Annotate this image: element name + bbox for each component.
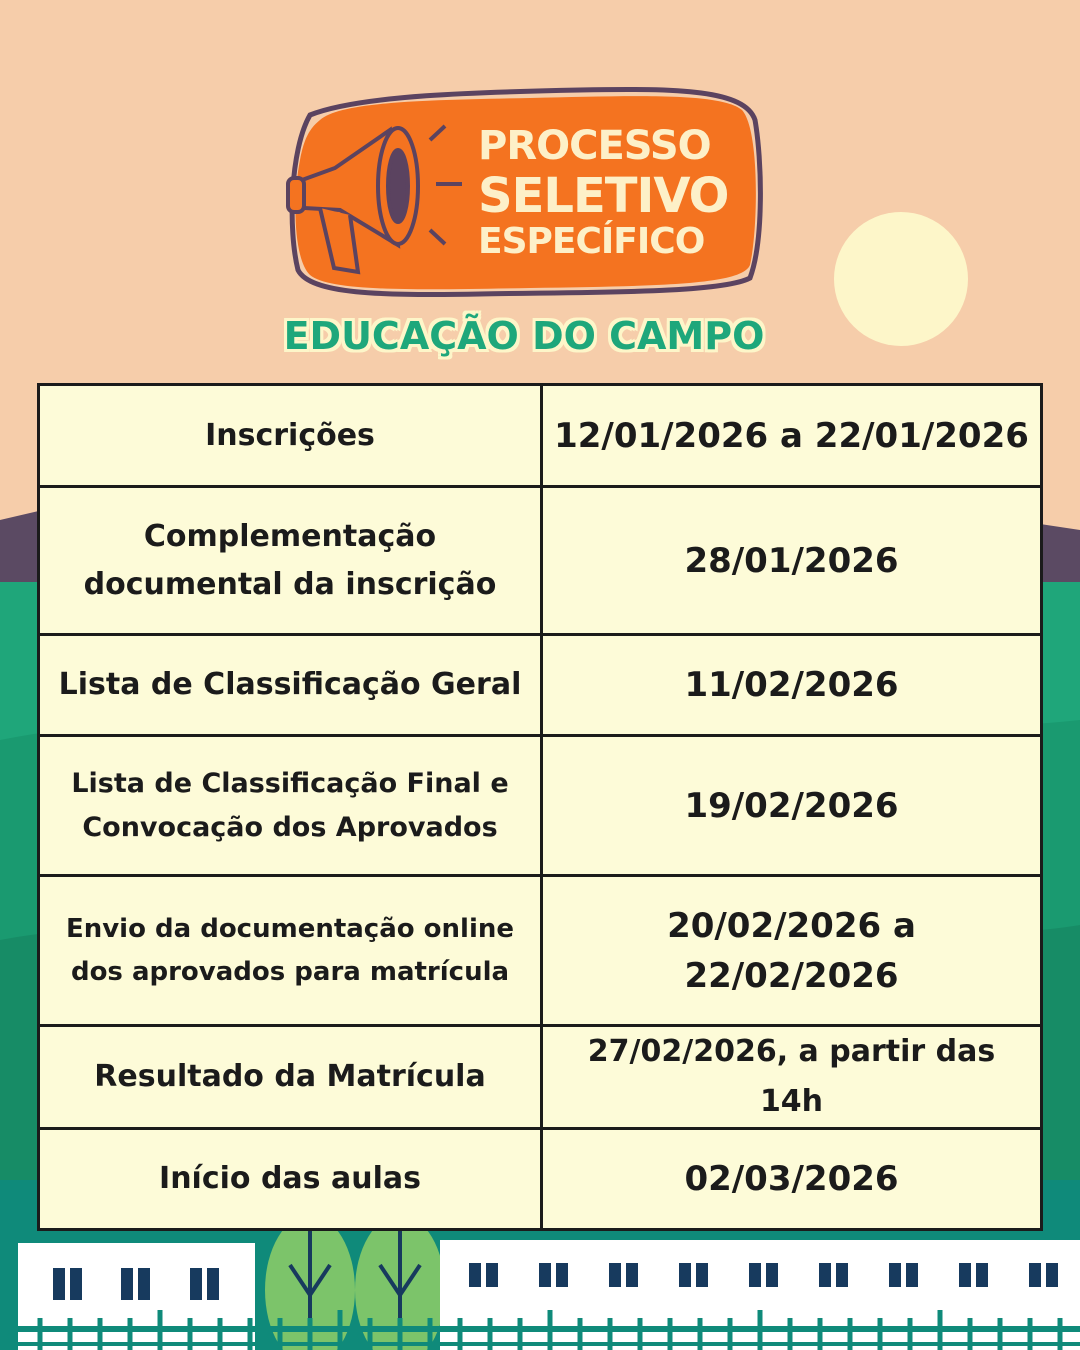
logo-line-especifico: ESPECÍFICO (478, 221, 705, 262)
row-label-line: Envio da documentação online (65, 913, 515, 944)
row-date: 11/02/2026 (542, 635, 1042, 736)
table-row (39, 1026, 1042, 1129)
row-date: 28/01/2026 (542, 487, 1042, 635)
table-row (39, 635, 1042, 736)
row-date: 02/03/2026 (542, 1129, 1042, 1230)
logo-line-processo: PROCESSO (478, 123, 711, 169)
row-date: 12/01/2026 a 22/01/2026 (542, 385, 1042, 487)
row-date: 27/02/2026, a partir das 14h (542, 1026, 1042, 1129)
row-label-line: documental da inscrição (83, 566, 497, 602)
page-subtitle: EDUCAÇÃO DO CAMPO (283, 314, 765, 358)
row-date: 19/02/2026 (542, 736, 1042, 876)
row-label: Resultado da Matrícula (39, 1026, 542, 1129)
table-row (39, 487, 1042, 635)
schedule-table (37, 383, 1043, 1231)
table-row (39, 736, 1042, 876)
row-label (39, 736, 542, 876)
row-date-line: 22/02/2026 (684, 955, 899, 996)
row-label-line: Complementação (143, 518, 437, 554)
row-label (39, 876, 542, 1026)
row-label-line: Lista de Classificação Final e (71, 767, 509, 799)
logo-line-seletivo: SELETIVO (478, 168, 729, 224)
table-row (39, 385, 1042, 487)
row-date-line: 20/02/2026 a (667, 905, 916, 946)
row-date (542, 876, 1042, 1026)
row-label: Lista de Classificação Geral (39, 635, 542, 736)
row-label-line: Convocação dos Aprovados (82, 811, 498, 843)
row-label: Início das aulas (39, 1129, 542, 1230)
row-label (39, 487, 542, 635)
table-row (39, 876, 1042, 1026)
table-row (39, 1129, 1042, 1230)
row-label: Inscrições (39, 385, 542, 487)
row-label-line: dos aprovados para matrícula (70, 956, 510, 987)
